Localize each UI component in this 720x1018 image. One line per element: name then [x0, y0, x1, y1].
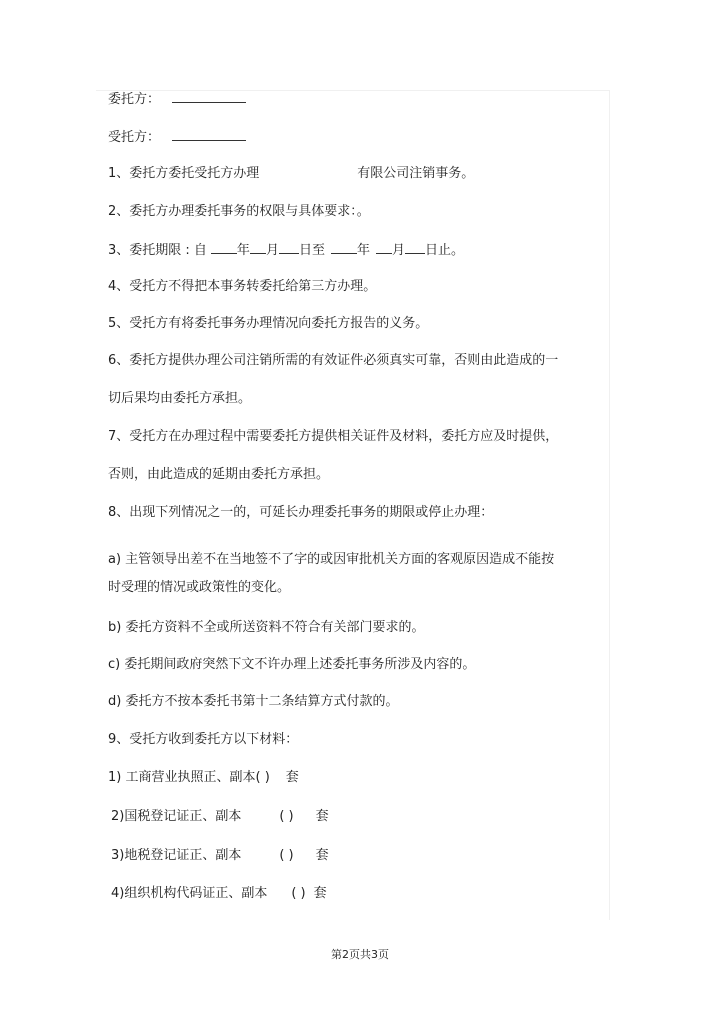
material-1-unit: 套	[285, 770, 299, 785]
term-prefix: 3、委托期限 : 自	[108, 243, 207, 258]
term-year1-blank	[211, 241, 237, 254]
agent-label: 受托方：	[108, 130, 161, 145]
item-1-text-a: 1、委托方委托受托方办理	[108, 166, 260, 181]
material-3-unit: 套	[315, 848, 329, 863]
material-3-name: 3)地税登记证正、副本	[111, 848, 242, 863]
material-4	[111, 886, 327, 902]
page-number: 第2页共3页	[331, 948, 389, 961]
term-day1: 日至	[298, 243, 325, 258]
material-1-name: 1) 工商营业执照正、副本	[108, 770, 256, 785]
principal-line	[108, 90, 246, 108]
agent-line	[108, 128, 246, 146]
item-6-line-2: 切后果均由委托方承担。	[108, 391, 252, 406]
principal-label: 委托方：	[108, 92, 161, 107]
item-2: 2、委托方办理委托事务的权限与具体要求：。	[108, 204, 370, 219]
material-2-unit: 套	[315, 809, 329, 824]
item-5: 5、受托方有将委托事务办理情况向委托方报告的义务。	[108, 316, 429, 331]
term-year1: 年	[236, 243, 250, 258]
term-month2-blank	[376, 241, 392, 254]
material-2	[111, 809, 329, 825]
term-day2: 日止。	[425, 243, 465, 258]
term-month1-blank	[250, 241, 266, 254]
item-1	[108, 166, 474, 182]
item-8d: d) 委托方不按本委托书第十二条结算方式付款的。	[108, 694, 399, 709]
material-4-name: 4)组织机构代码证正、副本	[111, 886, 268, 901]
term-day1-blank	[279, 241, 299, 254]
material-3	[111, 848, 329, 864]
item-9: 9、受托方收到委托方以下材料：	[108, 732, 299, 747]
item-8a-line-1: a) 主管领导出差不在当地签不了字的或因审批机关方面的客观原因造成不能按	[108, 552, 555, 567]
item-6-line-1: 6、委托方提供办理公司注销所需的有效证件必须真实可靠，否则由此造成的一	[108, 353, 559, 368]
material-2-qty: ( )	[279, 809, 294, 824]
agent-blank	[172, 128, 246, 141]
term-year2: 年	[356, 243, 370, 258]
item-7-line-1: 7、受托方在办理过程中需要委托方提供相关证件及材料，委托方应及时提供，	[108, 429, 559, 444]
item-8a-line-2: 时受理的情况或政策性的变化。	[108, 580, 291, 595]
material-3-qty: ( )	[279, 848, 294, 863]
material-1-qty: ( )	[255, 770, 270, 785]
item-7-line-2: 否则，由此造成的延期由委托方承担。	[108, 467, 330, 482]
principal-blank	[172, 90, 246, 103]
term-month1: 月	[265, 243, 279, 258]
item-3	[108, 241, 464, 259]
item-8b: b) 委托方资料不全或所送资料不符合有关部门要求的。	[108, 620, 425, 635]
material-2-name: 2)国税登记证正、副本	[111, 809, 242, 824]
item-8: 8、出现下列情况之一的，可延长办理委托事务的期限或停止办理：	[108, 505, 494, 520]
material-4-unit: 套	[313, 886, 327, 901]
material-4-qty: ( )	[291, 886, 306, 901]
term-year2-blank	[331, 241, 357, 254]
term-month2: 月	[391, 243, 405, 258]
term-day2-blank	[405, 241, 425, 254]
item-4: 4、受托方不得把本事务转委托给第三方办理。	[108, 279, 377, 294]
item-8c: c) 委托期间政府突然下文不许办理上述委托事务所涉及内容的。	[108, 657, 476, 672]
item-1-text-b: 有限公司注销事务。	[357, 166, 475, 181]
material-1	[108, 770, 299, 786]
